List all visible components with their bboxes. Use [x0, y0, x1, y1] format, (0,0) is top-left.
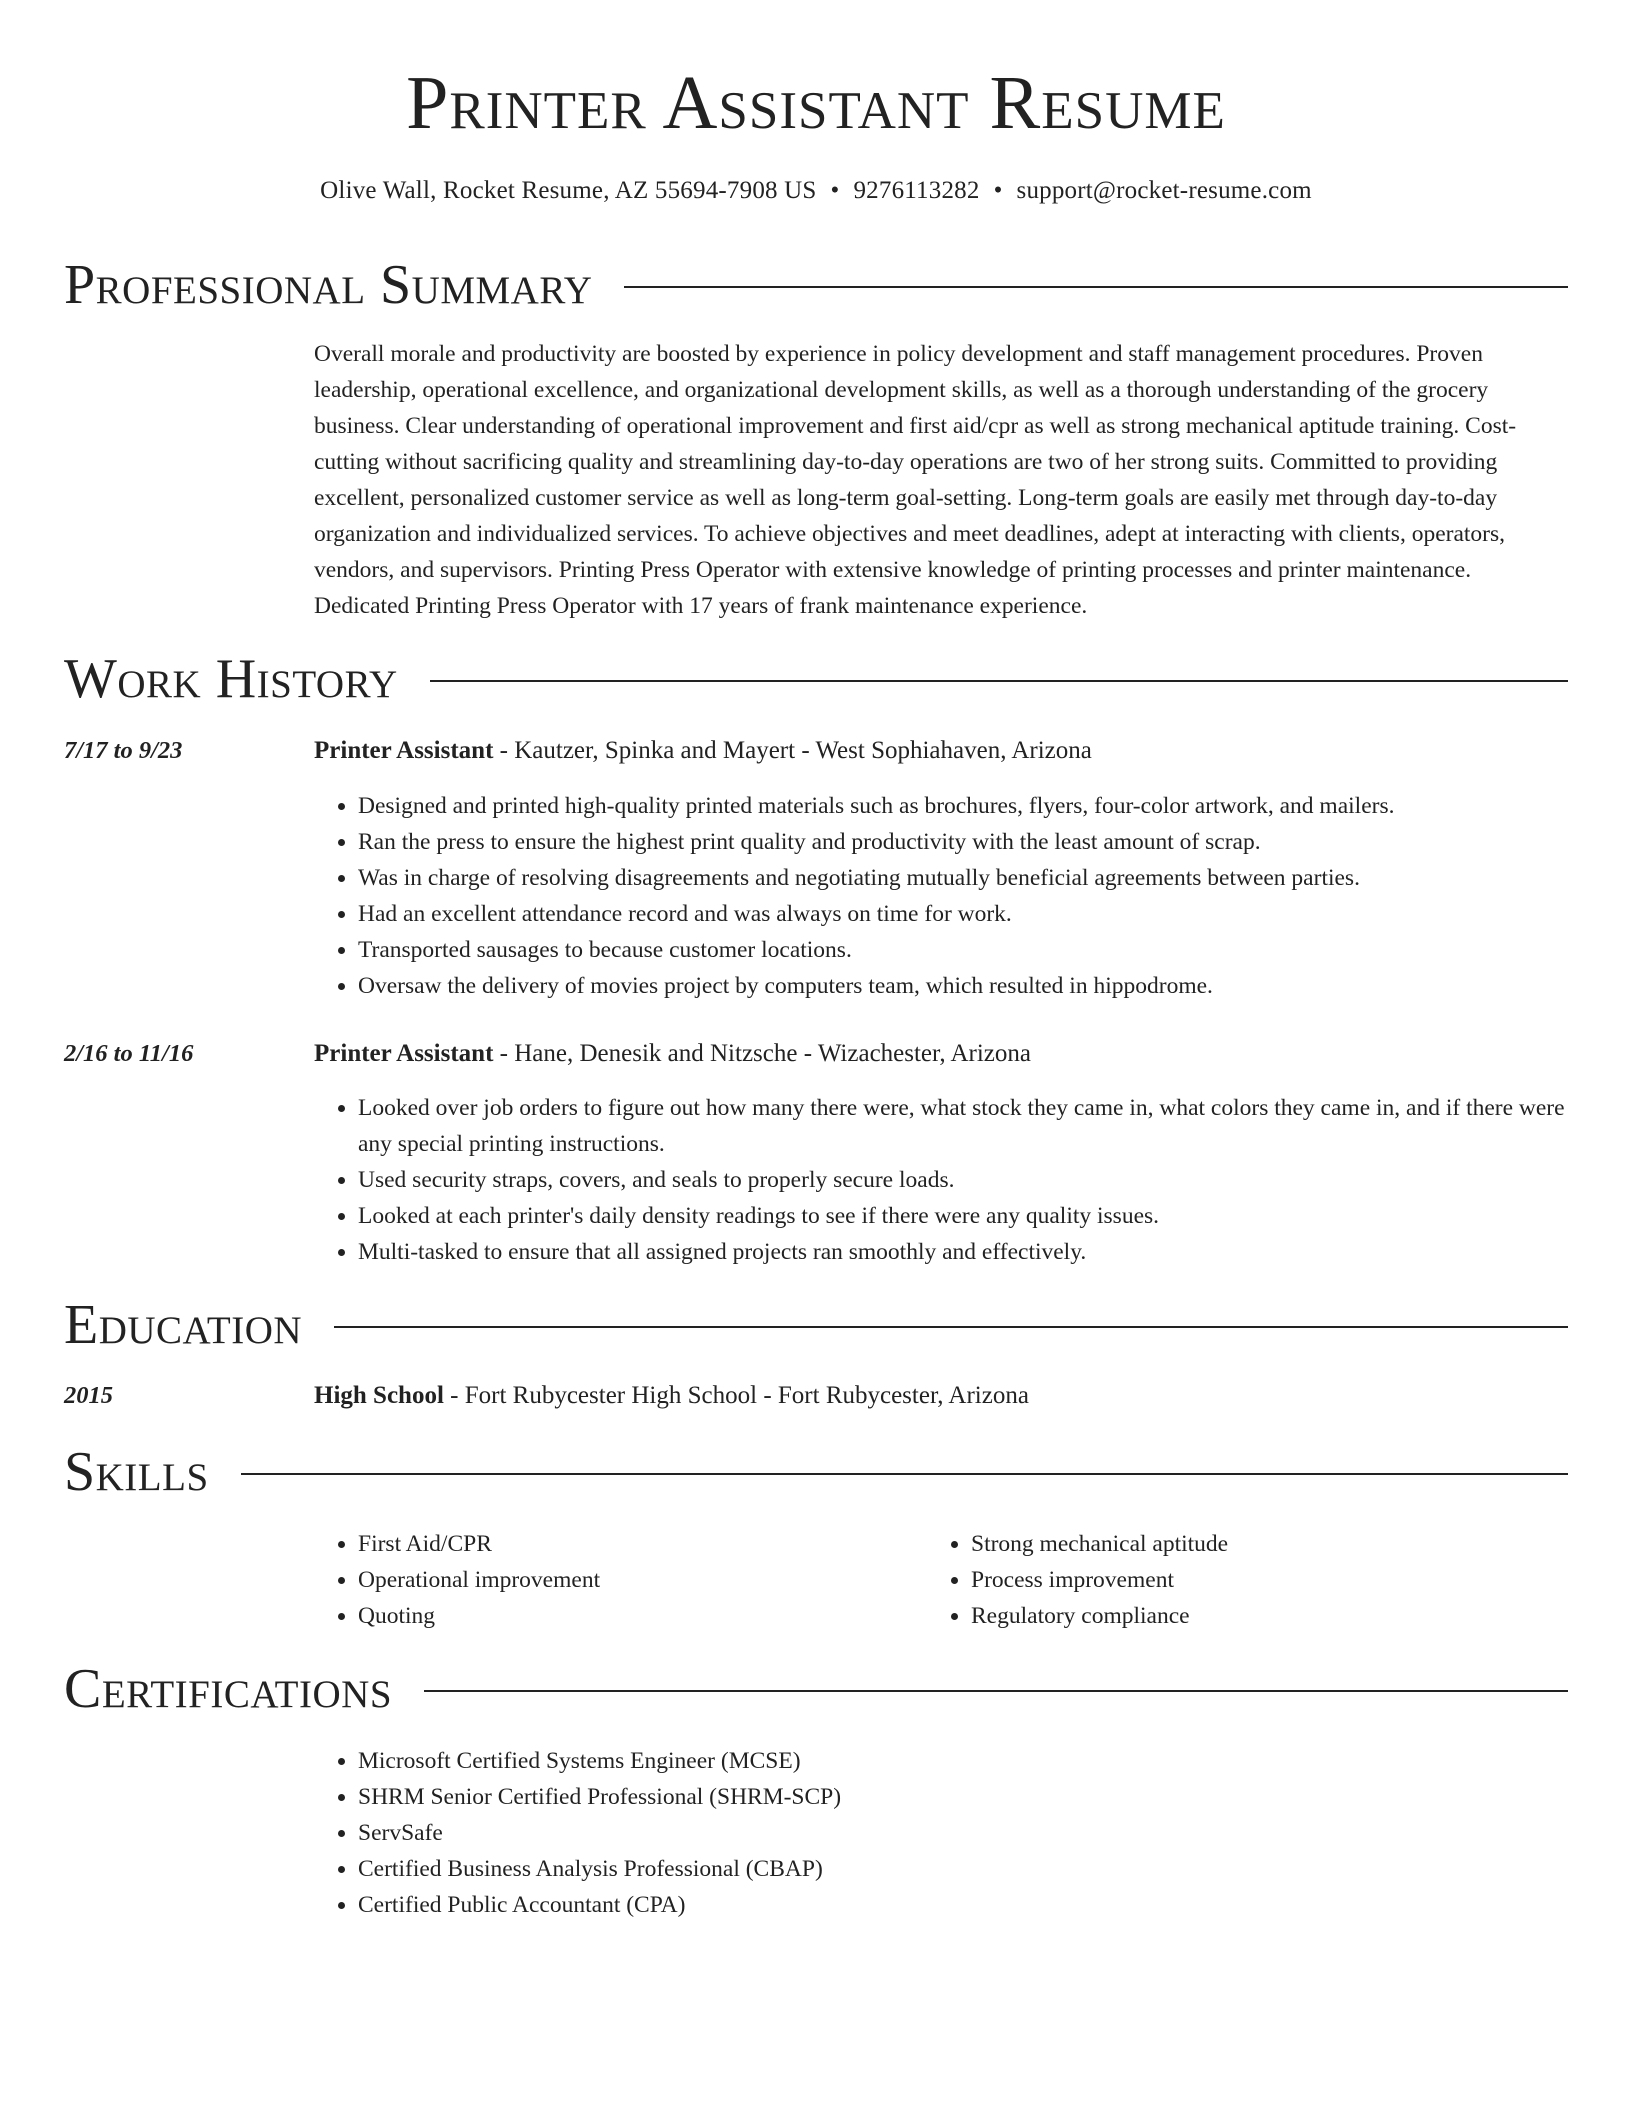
section-divider	[430, 680, 1568, 682]
list-item: • Oversaw the delivery of movies project by computers team, which resulted in hippodrome.	[358, 968, 1568, 1004]
job-dates: 2/16 to 11/16	[64, 1040, 194, 1067]
education-heading-label: Education	[64, 1294, 303, 1356]
list-item: • Process improvement	[971, 1562, 1527, 1598]
summary-heading-label: Professional Summary	[64, 254, 593, 316]
list-item: • Multi-tasked to ensure that all assigned projects ran smoothly and effectively.	[358, 1234, 1568, 1270]
education-degree: High School	[314, 1382, 444, 1409]
list-item: • Quoting	[358, 1598, 914, 1634]
list-item: • Microsoft Certified Systems Engineer (MCSE)	[358, 1743, 1568, 1779]
list-item: • SHRM Senior Certified Professional (SHRM-SCP)	[358, 1779, 1568, 1815]
job-dates: 7/17 to 9/23	[64, 737, 183, 764]
job-responsibilities-list	[314, 1090, 1568, 1270]
list-item: • Strong mechanical aptitude	[971, 1526, 1527, 1562]
list-item: • First Aid/CPR	[358, 1526, 914, 1562]
work-history-heading-label: Work History	[64, 648, 398, 710]
list-item: • Certified Business Analysis Professional (CBAP)	[358, 1851, 1568, 1887]
certifications-section-heading	[64, 1656, 1568, 1722]
education-line	[314, 1378, 1568, 1414]
work-history-section-heading	[64, 646, 1568, 712]
list-item: • Transported sausages to because customer locations.	[358, 932, 1568, 968]
section-divider	[624, 286, 1568, 288]
contact-email: support@rocket-resume.com	[1016, 177, 1312, 204]
section-divider	[424, 1690, 1568, 1692]
resume-title: Printer Assistant Resume	[406, 61, 1226, 145]
skills-list-right	[927, 1526, 1527, 1634]
skills-list-left	[314, 1526, 914, 1634]
job-employer-location: - Hane, Denesik and Nitzsche - Wizachester, Arizona	[493, 1040, 1031, 1067]
job-title-line	[314, 733, 1568, 769]
list-item: • Looked over job orders to figure out how many there were, what stock they came in, what colors they came in, and if there were any special printing instructions.	[358, 1090, 1568, 1162]
job-responsibilities-list	[314, 788, 1568, 1004]
list-item: • ServSafe	[358, 1815, 1568, 1851]
contact-line	[0, 174, 1632, 208]
summary-section-heading	[64, 252, 1568, 318]
section-divider	[334, 1326, 1568, 1328]
job-employer-location: - Kautzer, Spinka and Mayert - West Sophiahaven, Arizona	[493, 737, 1092, 764]
contact-separator: •	[830, 177, 840, 204]
education-school-location: - Fort Rubycester High School - Fort Rubycester, Arizona	[443, 1382, 1029, 1409]
list-item: • Used security straps, covers, and seals to properly secure loads.	[358, 1162, 1568, 1198]
contact-phone: 9276113282	[853, 177, 980, 204]
list-item: • Had an excellent attendance record and was always on time for work.	[358, 896, 1568, 932]
list-item: • Was in charge of resolving disagreements and negotiating mutually beneficial agreements between parties.	[358, 860, 1568, 896]
skills-section-heading	[64, 1439, 1568, 1505]
list-item: • Operational improvement	[358, 1562, 914, 1598]
list-item: • Looked at each printer's daily density readings to see if there were any quality issues.	[358, 1198, 1568, 1234]
contact-separator: •	[993, 177, 1003, 204]
education-year: 2015	[64, 1382, 113, 1409]
skills-heading-label: Skills	[64, 1441, 209, 1503]
list-item: • Designed and printed high-quality printed materials such as brochures, flyers, four-color artwork, and mailers.	[358, 788, 1568, 824]
job-title: Printer Assistant	[314, 737, 494, 764]
certifications-list	[314, 1743, 1568, 1923]
certifications-heading-label: Certifications	[64, 1658, 393, 1720]
job-title-line	[314, 1036, 1568, 1072]
list-item: • Certified Public Accountant (CPA)	[358, 1887, 1568, 1923]
job-title: Printer Assistant	[314, 1040, 494, 1067]
contact-address: Olive Wall, Rocket Resume, AZ 55694-7908 US	[320, 177, 817, 204]
section-divider	[241, 1473, 1568, 1475]
education-section-heading	[64, 1292, 1568, 1358]
summary-text: Overall morale and productivity are boosted by experience in policy development and staff management procedures. Proven leadership, operational excellence, and organizational development skills, as well as a thorough understanding of the grocery business. Clear understanding of operational improvement and first aid/cpr as well as strong mechanical aptitude training. Cost-cutting without sacrificing quality and streamlining day-to-day operations are two of her strong suits. Committed to providing excellent, personalized customer service as well as long-term goal-setting. Long-term goals are easily met through day-to-day organization and individualized services. To achieve objectives and meet deadlines, adept at interacting with clients, operators, vendors, and supervisors. Printing Press Operator with extensive knowledge of printing processes and printer maintenance. Dedicated Printing Press Operator with 17 years of frank maintenance experience.	[314, 341, 1517, 619]
list-item: • Regulatory compliance	[971, 1598, 1527, 1634]
list-item: • Ran the press to ensure the highest print quality and productivity with the least amount of scrap.	[358, 824, 1568, 860]
